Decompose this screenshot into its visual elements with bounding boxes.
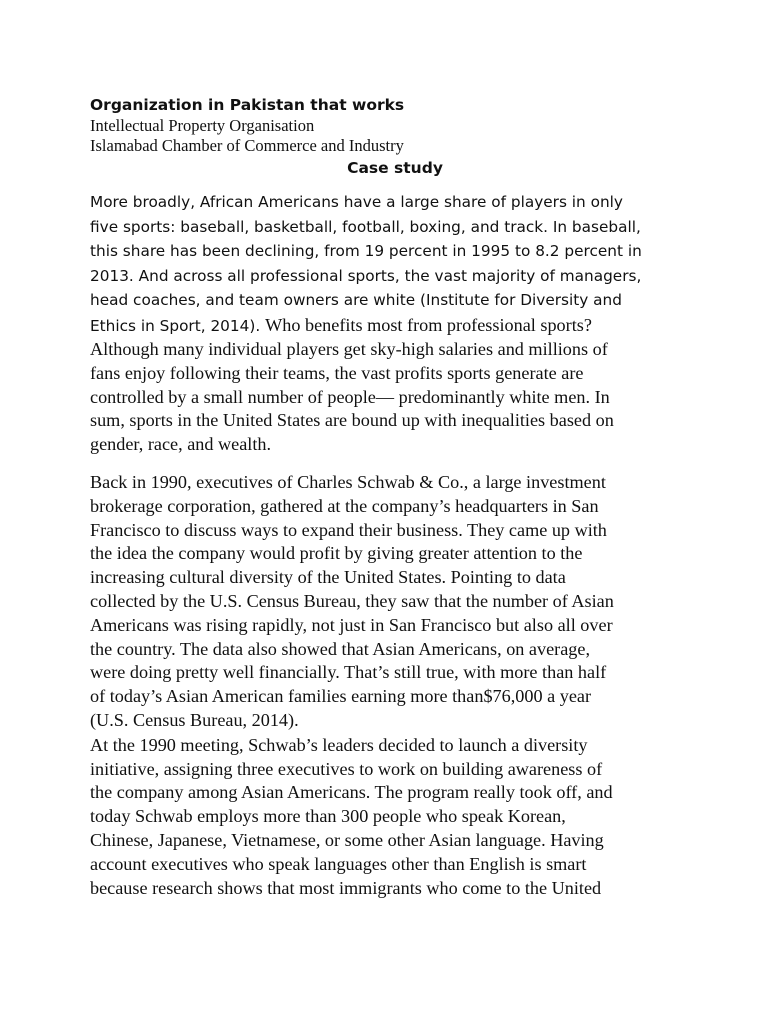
paragraph-1-line: More broadly, African Americans have a large share of players in only bbox=[90, 193, 623, 211]
paragraph-4-line: account executives who speak languages other than English is smart bbox=[90, 853, 587, 874]
paragraph-3-line: increasing cultural diversity of the United States. Pointing to data bbox=[90, 567, 566, 588]
case-study-heading: Case study bbox=[347, 159, 443, 177]
paragraph-3-line: of today’s Asian American families earning more than$76,000 a year bbox=[90, 686, 592, 707]
paragraph-4-line: At the 1990 meeting, Schwab’s leaders decided to launch a diversity bbox=[90, 734, 588, 755]
paragraph-3-line: the idea the company would profit by giving greater attention to the bbox=[90, 543, 583, 564]
paragraph-4-line: initiative, assigning three executives to work on building awareness of bbox=[90, 758, 603, 779]
paragraph-3-line: the country. The data also showed that Asian Americans, on average, bbox=[90, 638, 591, 659]
paragraph-1 bbox=[90, 190, 700, 338]
paragraph-4 bbox=[90, 734, 700, 901]
paragraph-2-line: gender, race, and wealth. bbox=[90, 434, 272, 455]
document-page bbox=[90, 94, 700, 900]
paragraph-3-line: brokerage corporation, gathered at the company’s headquarters in San bbox=[90, 495, 599, 516]
paragraph-1-line: head coaches, and team owners are white (Institute for Diversity and bbox=[90, 291, 622, 309]
paragraph-1-line: five sports: baseball, basketball, football, boxing, and track. In baseball, bbox=[90, 217, 641, 236]
paragraph-3-line: Francisco to discuss ways to expand their business. They came up with bbox=[90, 519, 607, 540]
paragraph-1-line: this share has been declining, from 19 percent in 1995 to 8.2 percent in bbox=[90, 242, 642, 260]
paragraph-3-line: (U.S. Census Bureau, 2014). bbox=[90, 709, 299, 730]
document-title: Organization in Pakistan that works bbox=[90, 96, 405, 114]
paragraph-4-line: today Schwab employs more than 300 people who speak Korean, bbox=[90, 806, 566, 827]
paragraph-1-line-mixed bbox=[90, 313, 700, 339]
paragraph-3 bbox=[90, 471, 700, 733]
paragraph-2-line: Although many individual players get sky-high salaries and millions of bbox=[90, 339, 608, 359]
paragraph-1-serif-tail: Who benefits most from professional sports? bbox=[265, 314, 592, 335]
paragraph-1-line: 2013. And across all professional sports, the vast majority of managers, bbox=[90, 266, 642, 285]
paragraph-3-line: Back in 1990, executives of Charles Schwab & Co., a large investment bbox=[90, 471, 606, 492]
organization-line-1: Intellectual Property Organisation bbox=[90, 116, 315, 135]
paragraph-4-line: the company among Asian Americans. The program really took off, and bbox=[90, 782, 613, 803]
paragraph-3-line: collected by the U.S. Census Bureau, they saw that the number of Asian bbox=[90, 590, 614, 611]
paragraph-2-line: sum, sports in the United States are bound up with inequalities based on bbox=[90, 410, 614, 431]
paragraph-2-line: fans enjoy following their teams, the vast profits sports generate are bbox=[90, 362, 584, 383]
paragraph-4-line: Chinese, Japanese, Vietnamese, or some other Asian language. Having bbox=[90, 829, 604, 850]
paragraph-4-line: because research shows that most immigrants who come to the United bbox=[90, 877, 602, 898]
paragraph-1-sans-tail: Ethics in Sport, 2014). bbox=[90, 316, 261, 335]
paragraph-2-line: controlled by a small number of people— predominantly white men. In bbox=[90, 386, 610, 407]
paragraph-3-line: were doing pretty well financially. That’s still true, with more than half bbox=[90, 662, 607, 683]
paragraph-3-line: Americans was rising rapidly, not just in San Francisco but also all over bbox=[90, 614, 613, 635]
paragraph-2 bbox=[90, 338, 700, 457]
organization-line-2: Islamabad Chamber of Commerce and Industry bbox=[90, 136, 404, 155]
